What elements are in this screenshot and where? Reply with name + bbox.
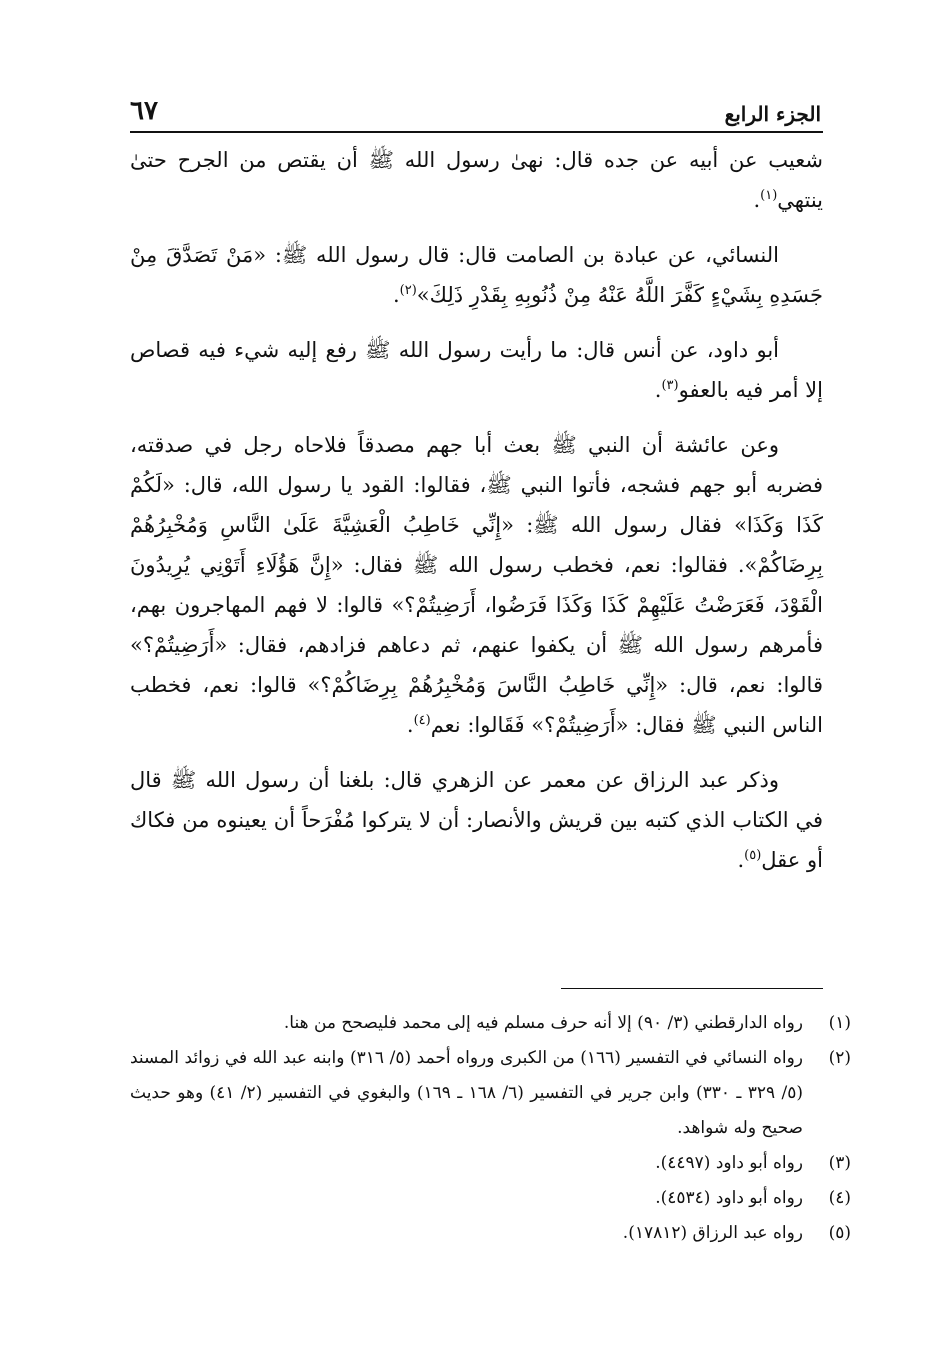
paragraph: شعيب عن أبيه عن جده قال: نهىٰ رسول الله ﷺ أن يقتص من الجرح حتىٰ ينتهي$^{(١)}$. — [130, 148, 823, 212]
header-rule — [130, 131, 823, 133]
footnote-separator — [561, 988, 823, 989]
paragraph: النسائي، عن عبادة بن الصامت قال: قال رسول الله ﷺ: «مَنْ تَصَدَّقَ مِنْ جَسَدِهِ بِشَيْءٍ كَفَّرَ اللَّهُ عَنْهُ مِنْ ذُنُوبِهِ بِقَدْرِ ذَلِكَ»$^{(٢)}$. — [130, 243, 823, 307]
footnote — [130, 1181, 851, 1216]
page-header — [130, 92, 821, 126]
footnote-marker: (٢) — [399, 283, 417, 298]
footnote-text: رواه أبو داود (٤٤٩٧). — [655, 1153, 803, 1173]
footnote — [130, 1216, 851, 1251]
footnote-text: رواه أبو داود (٤٥٣٤). — [655, 1188, 803, 1208]
running-title: الجزء الرابع — [724, 102, 821, 126]
footnote-marker: (٤) — [413, 713, 431, 728]
footnote — [130, 1146, 851, 1181]
footnote-number: (٤) — [828, 1188, 851, 1208]
footnote — [130, 1041, 851, 1146]
main-text — [130, 140, 823, 895]
footnote-marker: (٣) — [661, 378, 679, 393]
footnotes — [130, 1006, 851, 1251]
footnote-number: (٢) — [828, 1048, 851, 1068]
footnote-text: رواه الدارقطني (٣/ ٩٠) إلا أنه حرف مسلم فيه إلى محمد فليصحح من هنا. — [283, 1013, 803, 1033]
footnote-number: (١) — [828, 1013, 851, 1033]
footnote — [130, 1006, 851, 1041]
footnote-number: (٣) — [828, 1153, 851, 1173]
footnote-text: رواه النسائي في التفسير (١٦٦) من الكبرى ورواه أحمد (٥/ ٣١٦) وابنه عبد الله في زوائد المسند (٥/ ٣٢٩ ـ ٣٣٠) وابن جرير في التفسير (٦/ ١٦٨ ـ ١٦٩) والبغوي في التفسير (٢/ ٤١) وهو حديث صحيح وله شواهد. — [130, 1048, 803, 1138]
footnote-marker: (٥) — [744, 848, 762, 863]
footnote-text: رواه عبد الرزاق (١٧٨١٢). — [622, 1223, 803, 1243]
paragraph: أبو داود، عن أنس قال: ما رأيت رسول الله ﷺ رفع إليه شيء فيه قصاص إلا أمر فيه بالعفو$^{(٣)}$. — [130, 338, 823, 402]
paragraph: وعن عائشة أن النبي ﷺ بعث أبا جهم مصدقاً فلاحاه رجل في صدقته، فضربه أبو جهم فشجه، فأتوا النبي ﷺ، فقالوا: القود يا رسول الله، قال: «لَكُمْ كَذَا وَكَذَا» فقال رسول الله ﷺ: «إِنِّي خَاطِبُ الْعَشِيَّةَ عَلَىٰ النَّاسِ وَمُخْبِرُهُمْ بِرِضَاكُمْ». فقالوا: نعم، فخطب رسول الله ﷺ فقال: «إِنَّ هَؤُلَاءِ أَتَوْنِي يُرِيدُونَ الْقَوْدَ، فَعَرَضْتُ عَلَيْهِمْ كَذَا وَكَذَا فَرَضُوا، أَرَضِيتُمْ؟» قالوا: لا فهم المهاجرون بهم، فأمرهم رسول الله ﷺ أن يكفوا عنهم، ثم دعاهم فزادهم، فقال: «أَرَضِيتُمْ؟» قالوا: نعم، قال: «إِنِّي خَاطِبُ النَّاسَ وَمُخْبِرُهُمْ بِرِضَاكُمْ؟» قالوا: نعم، فخطب الناس النبي ﷺ فقال: «أَرَضِيتُمْ؟» فَقَالوا: نعم$^{(٤)}$. — [130, 433, 823, 737]
paragraph: وذكر عبد الرزاق عن معمر عن الزهري قال: بلغنا أن رسول الله ﷺ قال في الكتاب الذي كتبه بين قريش والأنصار: أن لا يتركوا مُفْرَحاً أن يعينوه من فكاك أو عقل$^{(٥)}$. — [130, 768, 823, 872]
footnote-marker: (١) — [760, 188, 778, 203]
page-number: ٦٧ — [130, 96, 158, 126]
footnote-number: (٥) — [828, 1223, 851, 1243]
